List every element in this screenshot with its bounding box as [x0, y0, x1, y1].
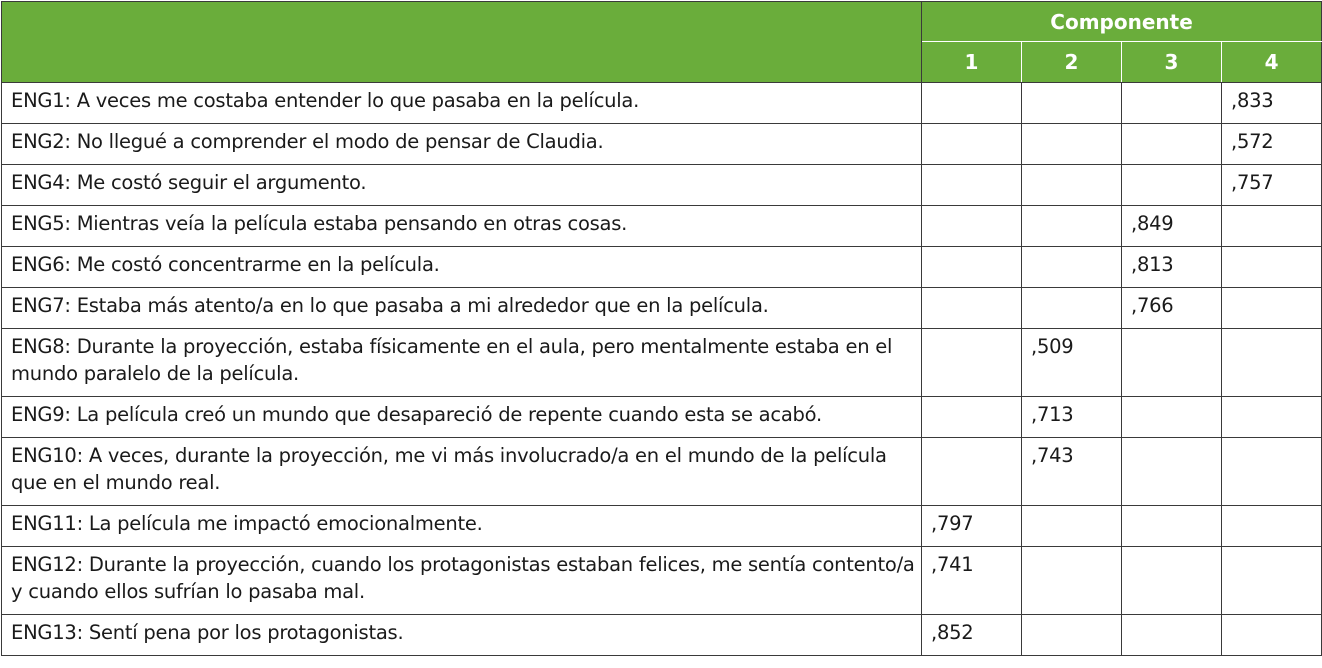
- item-text: ENG6: Me costó concentrarme en la película.: [2, 247, 922, 288]
- loading-c2: [1022, 247, 1122, 288]
- table-row: [2, 288, 1322, 329]
- loading-c3: [1122, 329, 1222, 397]
- factor-loadings-table: [1, 1, 1322, 656]
- loading-c4: [1222, 206, 1322, 247]
- loading-c2: [1022, 288, 1122, 329]
- table-row: [2, 438, 1322, 506]
- item-text: ENG11: La película me impactó emocionalmente.: [2, 506, 922, 547]
- loading-c3: [1122, 83, 1222, 124]
- loading-c4: [1222, 615, 1322, 656]
- loading-c2: ,509: [1022, 329, 1122, 397]
- table-row: [2, 615, 1322, 656]
- loading-c4: [1222, 547, 1322, 615]
- loading-c1: [922, 247, 1022, 288]
- loading-c2: [1022, 615, 1122, 656]
- loading-c3: [1122, 506, 1222, 547]
- loading-c4: [1222, 506, 1322, 547]
- item-text: ENG13: Sentí pena por los protagonistas.: [2, 615, 922, 656]
- loading-c3: ,766: [1122, 288, 1222, 329]
- loading-c4: [1222, 329, 1322, 397]
- table-row: [2, 124, 1322, 165]
- loading-c2: [1022, 83, 1122, 124]
- table-row: [2, 206, 1322, 247]
- table-body: [2, 83, 1322, 656]
- table-row: [2, 547, 1322, 615]
- loading-c2: [1022, 165, 1122, 206]
- item-text: ENG10: A veces, durante la proyección, me vi más involucrado/a en el mundo de la película que en el mundo real.: [2, 438, 922, 506]
- loading-c2: [1022, 124, 1122, 165]
- component-group-header: Componente: [922, 2, 1322, 42]
- loading-c2: ,743: [1022, 438, 1122, 506]
- table-row: [2, 83, 1322, 124]
- item-text: ENG1: A veces me costaba entender lo que pasaba en la película.: [2, 83, 922, 124]
- item-text: ENG7: Estaba más atento/a en lo que pasaba a mi alrededor que en la película.: [2, 288, 922, 329]
- table-row: [2, 397, 1322, 438]
- table-row: [2, 506, 1322, 547]
- loading-c3: ,813: [1122, 247, 1222, 288]
- loading-c3: [1122, 124, 1222, 165]
- table-row: [2, 329, 1322, 397]
- table-header: [2, 2, 1322, 83]
- loading-c1: ,797: [922, 506, 1022, 547]
- item-text: ENG12: Durante la proyección, cuando los protagonistas estaban felices, me sentía contento/a y cuando ellos sufrían lo pasaba mal.: [2, 547, 922, 615]
- loading-c1: [922, 329, 1022, 397]
- item-text: ENG9: La película creó un mundo que desapareció de repente cuando esta se acabó.: [2, 397, 922, 438]
- component-3-header: 3: [1122, 42, 1222, 83]
- loading-c3: [1122, 165, 1222, 206]
- item-column-header: [2, 2, 922, 83]
- table-row: [2, 165, 1322, 206]
- loading-c4: [1222, 438, 1322, 506]
- loading-c1: ,852: [922, 615, 1022, 656]
- loading-c3: [1122, 547, 1222, 615]
- table-row: [2, 247, 1322, 288]
- loading-c1: [922, 397, 1022, 438]
- loading-c1: ,741: [922, 547, 1022, 615]
- component-1-header: 1: [922, 42, 1022, 83]
- loading-c4: [1222, 247, 1322, 288]
- loading-c3: [1122, 438, 1222, 506]
- loading-c1: [922, 124, 1022, 165]
- loading-c2: [1022, 206, 1122, 247]
- item-text: ENG2: No llegué a comprender el modo de pensar de Claudia.: [2, 124, 922, 165]
- loading-c3: [1122, 397, 1222, 438]
- loading-c1: [922, 438, 1022, 506]
- item-text: ENG5: Mientras veía la película estaba pensando en otras cosas.: [2, 206, 922, 247]
- loading-c1: [922, 165, 1022, 206]
- loading-c2: [1022, 547, 1122, 615]
- loading-c4: ,833: [1222, 83, 1322, 124]
- loading-c4: [1222, 288, 1322, 329]
- loading-c2: [1022, 506, 1122, 547]
- loading-c1: [922, 83, 1022, 124]
- component-4-header: 4: [1222, 42, 1322, 83]
- loading-c1: [922, 206, 1022, 247]
- item-text: ENG4: Me costó seguir el argumento.: [2, 165, 922, 206]
- loading-c1: [922, 288, 1022, 329]
- loading-c4: ,572: [1222, 124, 1322, 165]
- loading-c4: [1222, 397, 1322, 438]
- loading-c2: ,713: [1022, 397, 1122, 438]
- component-2-header: 2: [1022, 42, 1122, 83]
- loading-c3: ,849: [1122, 206, 1222, 247]
- loading-c4: ,757: [1222, 165, 1322, 206]
- loading-c3: [1122, 615, 1222, 656]
- item-text: ENG8: Durante la proyección, estaba físicamente en el aula, pero mentalmente estaba en el mundo paralelo de la película.: [2, 329, 922, 397]
